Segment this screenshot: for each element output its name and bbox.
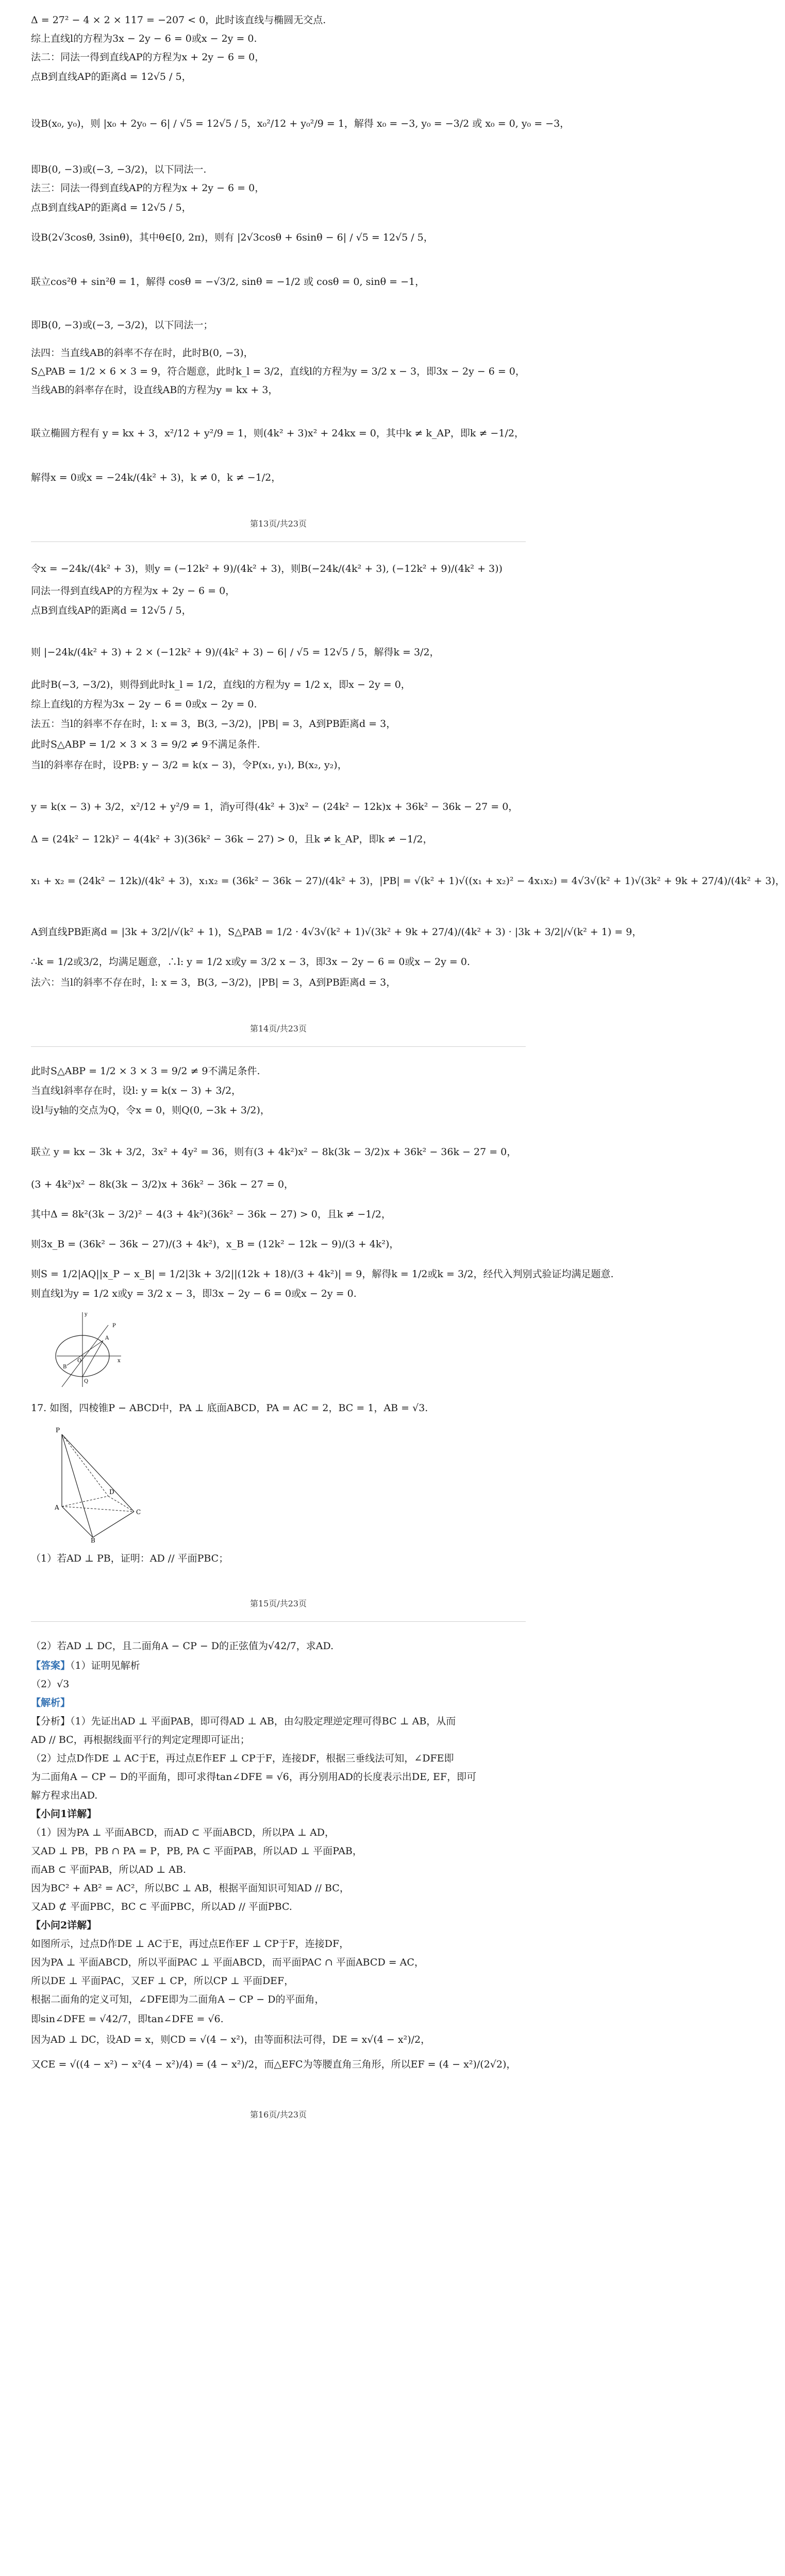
analysis-label: 【解析】 [31,1697,71,1708]
section-page-16 [31,1637,526,2120]
figure-label: C [136,1509,141,1516]
text-line: 其中Δ = 8k²(3k − 3/2)² − 4(3 + 4k²)(36k² − 36k − 27) > 0，且k ≠ −1/2， [31,1209,391,1220]
text-line: 联立椭圆方程有 y = kx + 3，x²/12 + y²/9 = 1，则(4k² + 3)x² + 24kx = 0，其中k ≠ k_AP，即k ≠ −1/2， [31,428,524,439]
solution-line: 又AD ⊥ PB，PB ∩ PA = P，PB, PA ⊂ 平面PAB，所以AD ⊥ 平面PAB， [31,1845,362,1857]
text-line: 当线AB的斜率存在时，设直线AB的方程为y = kx + 3， [31,384,278,396]
text-line: 点B到直线AP的距离d = 12√5 / 5， [31,202,192,213]
text-line: y = k(x − 3) + 3/2，x²/12 + y²/9 = 1，消y可得(4k² + 3)x² − (24k² − 12k)x + 36k² − 36k − 27 = 0， [31,801,519,812]
solution-line: 因为PA ⊥ 平面ABCD，所以平面PAC ⊥ 平面ABCD，而平面PAC ∩ 平面ABCD = AC， [31,1957,424,1968]
text-line: 则S = 1/2|AQ||x_P − x_B| = 1/2|3k + 3/2||(12k + 18)/(3 + 4k²)| = 9，解得k = 1/2或k = 3/2，经代入判别式验证均满足题意. [31,1268,614,1280]
analysis-line: AD // BC，再根据线面平行的判定定理即可证出； [31,1734,250,1745]
page-footer: 第14页/共23页 [249,1024,307,1033]
solution-line: （1）因为PA ⊥ 平面ABCD，而AD ⊂ 平面ABCD，所以PA ⊥ AD， [31,1827,335,1838]
page-footer: 第16页/共23页 [249,2110,307,2120]
text-line: 设l与y轴的交点为Q，令x = 0，则Q(0, −3k + 3/2)， [31,1105,270,1116]
analysis-line: 为二面角A − CP − D的平面角，即可求得tan∠DFE = √6，再分别用AD的长度表示出DE, EF，即可 [31,1771,477,1783]
sub-question-2-label: 【小问2详解】 [31,1920,97,1931]
question-17-part1: （1）若AD ⊥ PB，证明：AD // 平面PBC； [31,1553,229,1564]
solution-line: 因为BC² + AB² = AC²，所以BC ⊥ AB，根据平面知识可知AD // BC， [31,1883,349,1894]
figure-label: x [118,1358,121,1364]
solution-line: 又CE = √((4 − x²) − x²(4 − x²)/4) = (4 − x²)/2，而△EFC为等腰直角三角形，所以EF = (4 − x²)/(2√2)， [31,2059,516,2070]
text-line: Δ = 27² − 4 × 2 × 117 = −207 < 0，此时该直线与椭圆无交点. [31,14,326,26]
solution-line: 根据二面角的定义可知，∠DFE即为二面角A − CP − D的平面角， [31,1994,325,2005]
analysis-line: 【分析】（1）先证出AD ⊥ 平面PAB，即可得AD ⊥ AB，由勾股定理逆定理可得BC ⊥ AB，从而 [31,1716,456,1727]
text-line: 则直线l为y = 1/2 x或y = 3/2 x − 3，即3x − 2y − 6 = 0或x − 2y = 0. [31,1288,357,1299]
text-line: x₁ + x₂ = (24k² − 12k)/(4k² + 3)，x₁x₂ = (36k² − 36k − 27)/(4k² + 3)，|PB| = √(k² + 1)√((x₁ + x₂)² − 4x₁x₂) = 4√3√(k² + 1)√(3k² + 9k + 27/4)/(4k² + 3)， [31,875,785,887]
text-line: 点B到直线AP的距离d = 12√5 / 5， [31,605,192,616]
text-line: 法六：当l的斜率不存在时，l: x = 3，B(3, −3/2)，|PB| = 3，A到PB距离d = 3， [31,977,396,988]
page-footer: 第13页/共23页 [249,519,307,529]
text-line: (3 + 4k²)x² − 8k(3k − 3/2)x + 36k² − 36k − 27 = 0， [31,1179,294,1190]
text-line: ∴k = 1/2或3/2，均满足题意，∴l: y = 1/2 x或y = 3/2 x − 3，即3x − 2y − 6 = 0或x − 2y = 0. [31,956,470,968]
answer-1: （1）证明见解析 [70,1660,140,1671]
figure-label: Q [84,1379,89,1384]
figure-label: O [77,1358,82,1364]
figure-label: B [63,1364,67,1370]
question-17-text: 17. 如图，四棱锥P − ABCD中，PA ⊥ 底面ABCD，PA = AC = 2，BC = 1，AB = √3. [31,1402,428,1414]
page-divider [31,1046,526,1047]
text-line: 设B(x₀, y₀)，则 |x₀ + 2y₀ − 6| / √5 = 12√5 / 5，x₀²/12 + y₀²/9 = 1，解得 x₀ = −3, y₀ = −3/2 或 x₀ = 0, y₀ = −3， [31,118,570,129]
text-line: Δ = (24k² − 12k)² − 4(4k² + 3)(36k² − 36k − 27) > 0，且k ≠ k_AP，即k ≠ −1/2， [31,834,433,845]
answer-row [31,1658,526,1673]
solution-line: 所以DE ⊥ 平面PAC，又EF ⊥ CP，所以CP ⊥ 平面DEF， [31,1975,294,1987]
text-line: 即B(0, −3)或(−3, −3/2)，以下同法一； [31,319,213,331]
solution-line: 因为AD ⊥ DC，设AD = x，则CD = √(4 − x²)，由等面积法可得，DE = x√(4 − x²)/2， [31,2034,431,2045]
text-line: S△PAB = 1/2 × 6 × 3 = 9，符合题意，此时k_l = 3/2，直线l的方程为y = 3/2 x − 3，即3x − 2y − 6 = 0， [31,366,525,377]
question-17-part2: （2）若AD ⊥ DC，且二面角A − CP − D的正弦值为√42/7，求AD. [31,1640,334,1652]
figure-label: y [85,1312,88,1317]
solution-line: 即sin∠DFE = √42/7，即tan∠DFE = √6. [31,2013,224,2025]
pyramid-diagram [52,1424,160,1543]
solution-line: 而AB ⊂ 平面PAB，所以AD ⊥ AB. [31,1864,187,1875]
section-page-14 [31,557,785,1047]
answer-label: 【答案】 [31,1660,71,1671]
text-line: 当直线l斜率存在时，设l: y = k(x − 3) + 3/2， [31,1085,242,1096]
text-line: 联立 y = kx − 3k + 3/2，3x² + 4y² = 36，则有(3 + 4k²)x² − 8k(3k − 3/2)x + 36k² − 36k − 27 = 0， [31,1146,517,1158]
sub-question-1-label: 【小问1详解】 [31,1808,97,1820]
text-line: 此时S△ABP = 1/2 × 3 × 3 = 9/2 ≠ 9不满足条件. [31,739,260,750]
figure-label: P [56,1427,60,1434]
text-line: 综上直线l的方程为3x − 2y − 6 = 0或x − 2y = 0. [31,33,257,44]
text-line: 令x = −24k/(4k² + 3)，则y = (−12k² + 9)/(4k² + 3)，则B(−24k/(4k² + 3), (−12k² + 9)/(4k² + 3)) [31,563,503,574]
page-divider [31,541,526,542]
text-line: 解得x = 0或x = −24k/(4k² + 3)，k ≠ 0，k ≠ −1/2， [31,472,281,483]
text-line: 法二：同法一得到直线AP的方程为x + 2y − 6 = 0， [31,52,265,63]
ellipse-diagram [52,1310,124,1392]
text-line: A到直线PB距离d = |3k + 3/2|/√(k² + 1)，S△PAB = 1/2 · 4√3√(k² + 1)√(3k² + 9k + 27/4)/(4k² + 3) · |3k + 3/2|/√(k² + 1) = 9， [31,926,642,938]
text-line: 点B到直线AP的距离d = 12√5 / 5， [31,71,192,82]
text-line: 设B(2√3cosθ, 3sinθ)，其中θ∈[0, 2π)，则有 |2√3cosθ + 6sinθ − 6| / √5 = 12√5 / 5， [31,232,433,243]
solution-line: 又AD ⊄ 平面PBC，BC ⊂ 平面PBC，所以AD // 平面PBC. [31,1901,292,1912]
figure-label: B [91,1537,95,1544]
text-line: 联立cos²θ + sin²θ = 1，解得 cosθ = −√3/2, sinθ = −1/2 或 cosθ = 0, sinθ = −1， [31,276,425,287]
figure-label: A [55,1504,59,1511]
figure-label: D [109,1488,114,1496]
analysis-line: 解方程求出AD. [31,1790,98,1801]
text-line: 则3x_B = (36k² − 36k − 27)/(3 + 4k²)，x_B = (12k² − 12k − 9)/(3 + 4k²)， [31,1239,399,1250]
analysis-line: （2）过点D作DE ⊥ AC于E，再过点E作EF ⊥ CP于F，连接DF，根据三垂线法可知，∠DFE即 [31,1753,454,1764]
text-line: 法四：当直线AB的斜率不存在时，此时B(0, −3)， [31,347,254,359]
text-line: 法三：同法一得到直线AP的方程为x + 2y − 6 = 0， [31,182,265,194]
answer-2: （2）√3 [31,1679,70,1690]
text-line: 此时S△ABP = 1/2 × 3 × 3 = 9/2 ≠ 9不满足条件. [31,1065,260,1077]
text-line: 此时B(−3, −3/2)，则得到此时k_l = 1/2，直线l的方程为y = 1/2 x，即x − 2y = 0， [31,679,411,690]
page-footer: 第15页/共23页 [249,1599,307,1608]
text-line: 当l的斜率存在时，设PB: y − 3/2 = k(x − 3)，令P(x₁, y₁), B(x₂, y₂)， [31,759,347,771]
text-line: 即B(0, −3)或(−3, −3/2)，以下同法一. [31,164,207,175]
section-page-15 [31,1062,614,1622]
section-page-13 [31,0,570,542]
text-line: 法五：当l的斜率不存在时，l: x = 3，B(3, −3/2)，|PB| = 3，A到PB距离d = 3， [31,718,396,730]
text-line: 同法一得到直线AP的方程为x + 2y − 6 = 0， [31,585,236,597]
text-line: 则 |−24k/(4k² + 3) + 2 × (−12k² + 9)/(4k² + 3) − 6| / √5 = 12√5 / 5，解得k = 3/2， [31,647,440,658]
figure-label: A [105,1335,109,1341]
solution-line: 如图所示，过点D作DE ⊥ AC于E，再过点E作EF ⊥ CP于F，连接DF， [31,1938,349,1950]
figure-label: P [112,1323,116,1329]
text-line: 综上直线l的方程为3x − 2y − 6 = 0或x − 2y = 0. [31,699,257,710]
page-divider [31,1621,526,1622]
